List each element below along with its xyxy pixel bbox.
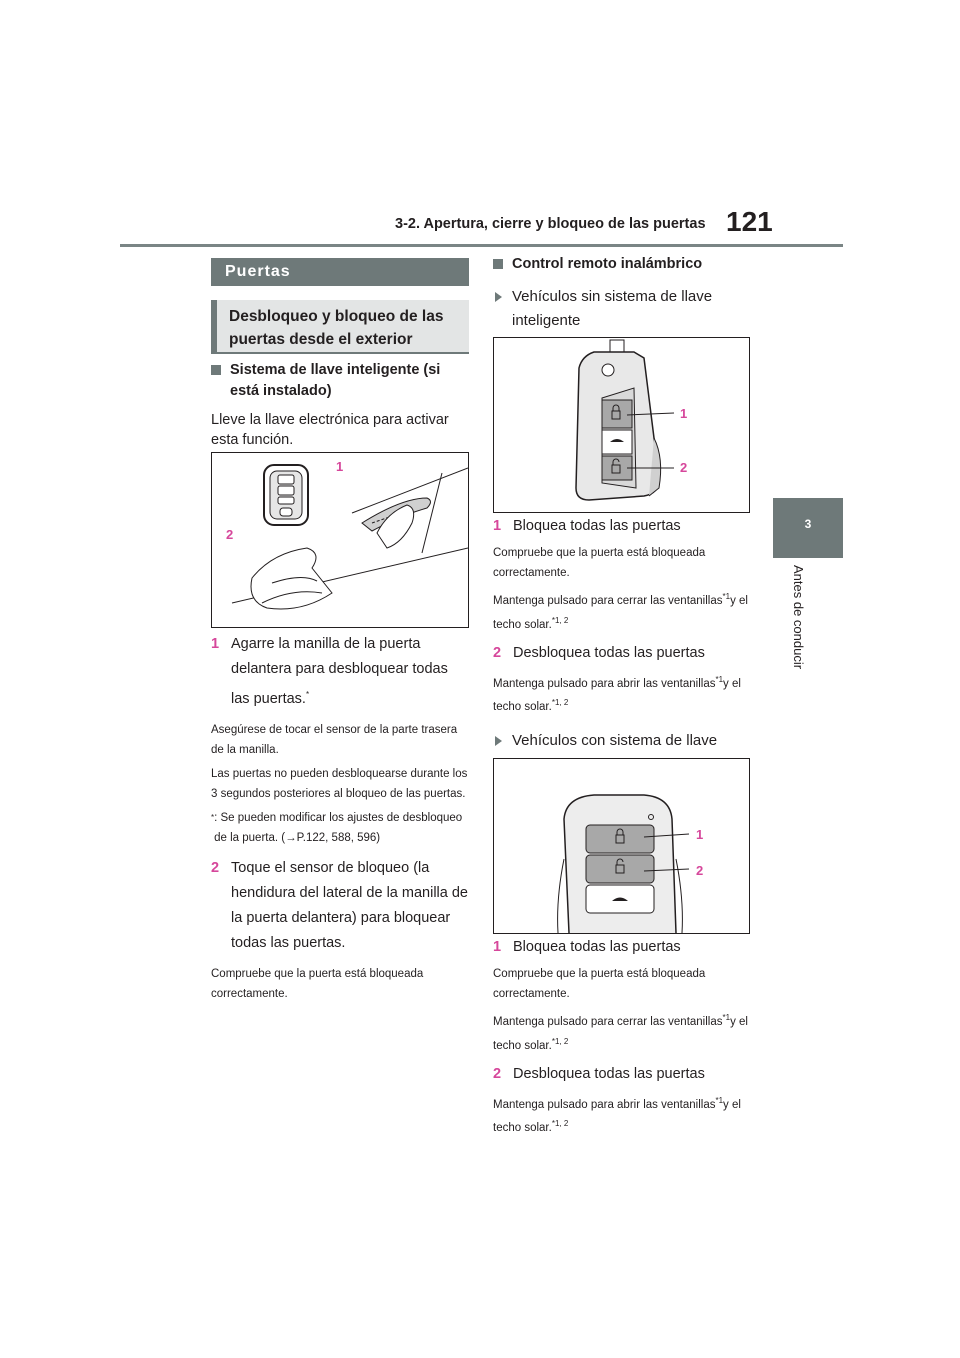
subheading-text: Vehículos sin sistema de llave inteligente [512,288,713,329]
unlock-item [493,1062,750,1087]
left-items [211,632,469,1004]
smart-key-buttons-figure [493,758,750,934]
figure-callout-1: 1 [680,406,688,421]
footnote-text[interactable]: : Se pueden modificar los ajustes de desbloqueo de la puerta. (→P.122, 588, 596) [214,811,463,844]
note-text: y el techo solar. [493,594,748,631]
remote-key-illustration [494,338,749,512]
step-text: Bloquea todas las puertas [513,518,681,534]
heading-text: Control remoto inalámbrico [512,256,703,272]
note-text: y el techo solar. [493,677,741,714]
note-text: Mantenga pulsado para cerrar las ventanillas [493,1015,723,1028]
figure-callout-2: 2 [226,527,234,542]
heading-text: Sistema de llave inteligente (si está instalado) [230,362,441,399]
subheading-no-smart-key [493,285,750,333]
chapter-tab[interactable]: 3 [773,498,843,558]
right-column-top [493,254,750,333]
note-text: y el techo solar. [493,1015,748,1052]
footnote-mark: * [211,812,215,822]
step-item-1 [211,632,469,712]
step-number: 1 [493,518,502,534]
step-number: 2 [211,859,220,876]
footnote-sup: *1, 2 [551,698,569,708]
note-text: Mantenga pulsado para cerrar las ventanillas [493,594,723,607]
note-check-lock: Compruebe que la puerta está bloqueada correctamente. [493,547,706,579]
section-heading-smart-key [211,360,469,402]
note-open-windows [493,1091,750,1139]
note-check-lock: Compruebe que la puerta está bloqueada correctamente. [493,968,706,1000]
right-items-a [493,514,750,777]
note-close-windows [493,587,750,635]
footnote-sup: *1 [715,1095,724,1105]
step-text: Bloquea todas las puertas [513,939,681,955]
figure-callout-1: 1 [336,459,344,474]
smart-key-illustration [212,453,468,627]
smart-key-figure [211,452,469,628]
figure-callout-2: 2 [696,863,704,878]
footnote-sup: *1, 2 [551,1036,569,1046]
step-number: 1 [211,636,220,652]
note-text: Mantenga pulsado para abrir las ventanillas [493,677,716,690]
step-number: 2 [493,644,502,661]
main-title: Puertas [211,258,469,286]
chapter-label: Antes de conducir [791,565,806,670]
note-close-windows [493,1008,750,1056]
note-text: y el techo solar. [493,1098,741,1135]
section-heading-remote [493,254,750,275]
step-number: 2 [493,1065,502,1082]
arrow-bullet-icon [495,736,502,746]
right-items-b [493,935,750,1138]
intro-text: Lleve la llave electrónica para activar esta función. [211,412,449,448]
note-check-lock: Compruebe que la puerta está bloqueada correctamente. [211,967,424,1000]
note-sensor: Asegúrese de tocar el sensor de la parte trasera de la manilla. [211,723,458,756]
sub-title: Desbloqueo y bloqueo de las puertas desde el exterior [211,300,469,354]
smart-key-buttons-illustration [494,759,749,933]
left-column [211,360,469,450]
lock-item [493,935,750,960]
step-text [231,632,469,712]
subheading-text: Vehículos con sistema de llave [512,732,718,750]
figure-callout-2: 2 [680,460,688,475]
footnote-sup: *1 [722,592,731,601]
header-rule [120,244,843,247]
section-title: 3-2. Apertura, cierre y bloqueo de las puertas [395,216,706,232]
arrow-bullet-icon [495,292,502,302]
step-text: Desbloquea todas las puertas [513,644,705,661]
footnote [211,808,469,848]
footnote-sup: * [305,690,310,699]
step-item-2 [211,856,469,956]
footnote-sup: *1, 2 [551,1119,569,1129]
step-number: 1 [493,939,502,955]
remote-key-figure [493,337,750,513]
step-text-body: Agarre la manilla de la puerta delantera para desbloquear todas las puertas. [231,636,448,707]
lock-item [493,514,750,539]
unlock-item [493,641,750,666]
figure-callout-1: 1 [696,827,704,842]
footnote-sup: *1, 2 [551,615,569,625]
square-bullet-icon [211,365,221,375]
footnote-sup: *1 [722,1013,731,1022]
note-delay: Las puertas no pueden desbloquearse durante los 3 segundos posteriores al bloqueo de las puertas. [211,767,468,800]
footnote-sup: *1 [715,674,724,684]
note-open-windows [493,670,750,718]
square-bullet-icon [493,259,503,269]
step-text: Desbloquea todas las puertas [513,1065,705,1082]
page-number: 121 [726,206,773,237]
note-text: Mantenga pulsado para abrir las ventanillas [493,1098,716,1111]
step-text: Toque el sensor de bloqueo (la hendidura del lateral de la manilla de la puerta delantera) para bloquear todas las puertas. [231,859,468,951]
